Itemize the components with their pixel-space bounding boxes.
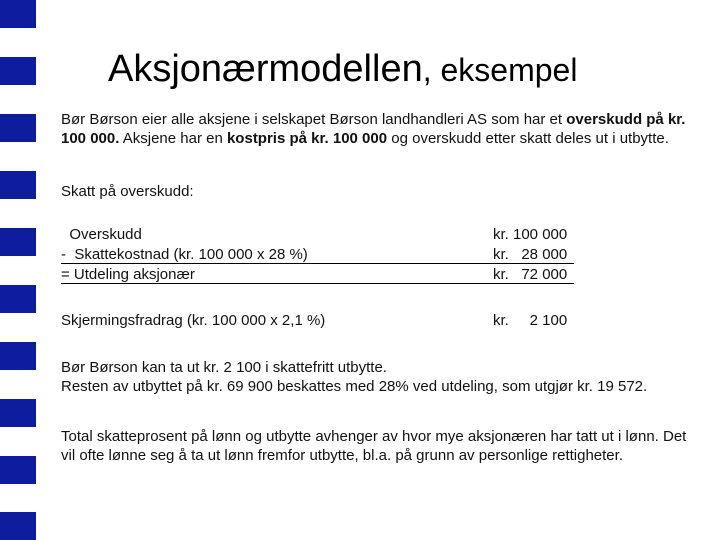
intro-bold-1: overskudd på kr. 100 000.	[61, 111, 686, 147]
intro-paragraph	[61, 110, 691, 148]
result-line-2: Resten av utbyttet på kr. 69 900 beskattes med 28% ved utdeling, som utgjør kr. 19 572.	[61, 378, 648, 395]
calc-value-utdeling: kr. 72 000	[493, 266, 568, 283]
calc-value-overskudd: kr. 100 000	[493, 226, 568, 243]
calc-label-overskudd: Overskudd	[61, 226, 142, 243]
calc-underline	[61, 263, 574, 264]
intro-text-2: Aksjene har en	[119, 130, 227, 147]
stripe-square	[0, 0, 36, 28]
stripe-square	[0, 114, 36, 142]
intro-text-1: Bør Børson eier alle aksjene i selskapet Børson landhandleri AS som har et	[61, 111, 567, 128]
stripe-square	[0, 342, 36, 370]
stripe-square	[0, 456, 36, 484]
stripe-square	[0, 512, 36, 540]
skatt-heading: Skatt på overskudd:	[61, 183, 194, 200]
calc-underline	[61, 283, 574, 284]
skjerming-label: Skjermingsfradrag (kr. 100 000 x 2,1 %)	[61, 312, 326, 329]
decorative-stripe	[0, 0, 40, 540]
calc-label-utdeling: = Utdeling aksjonær	[61, 266, 195, 283]
calc-value-skattekostnad: kr. 28 000	[493, 246, 568, 263]
stripe-square	[0, 399, 36, 427]
result-line-1: Bør Børson kan ta ut kr. 2 100 i skattefritt utbytte.	[61, 359, 387, 376]
intro-text-3: og overskudd etter skatt deles ut i utbytte.	[387, 130, 669, 147]
stripe-square	[0, 171, 36, 199]
stripe-square	[0, 228, 36, 256]
skjerming-value: kr. 2 100	[493, 312, 568, 329]
slide-title	[108, 48, 577, 91]
stripe-square	[0, 57, 36, 85]
total-paragraph: Total skatteprosent på lønn og utbytte avhenger av hvor mye aksjonæren har tatt ut i lønn. Det vil ofte lønne seg å ta ut lønn fremfor utbytte, bl.a. på grunn av personlige rettigheter.	[61, 428, 687, 464]
intro-bold-2: kostpris på kr. 100 000	[226, 130, 388, 147]
stripe-square	[0, 285, 36, 313]
calc-label-skattekostnad: - Skattekostnad (kr. 100 000 x 28 %)	[61, 246, 308, 263]
title-sub: , eksempel	[422, 52, 578, 88]
title-main: Aksjonærmodellen	[108, 48, 423, 90]
result-paragraph	[61, 358, 701, 396]
